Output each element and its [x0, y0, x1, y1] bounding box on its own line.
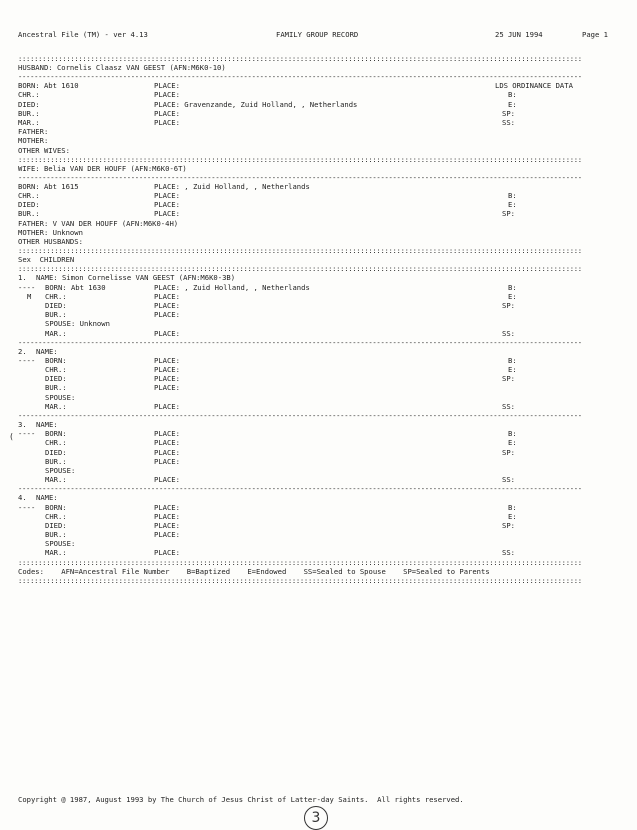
child-sealed-parents: SP: [502, 447, 515, 457]
wife-mother: MOTHER: Unknown [18, 227, 83, 237]
child-born: BORN: [45, 429, 67, 439]
child-mar-place: PLACE: [154, 475, 180, 485]
husband-died-place: PLACE: Gravenzande, Zuid Holland, , Netherlands [154, 99, 358, 109]
child-bur: BUR.: [45, 383, 67, 393]
children-header: Sex CHILDREN [18, 255, 75, 265]
child-died-place: PLACE: [154, 374, 180, 384]
child-bur: BUR.: [45, 310, 67, 320]
child-sealed-parents: SP: [502, 520, 515, 530]
codes-legend: Codes: AFN=Ancestral File Number B=Baptized E=Endowed SS=Sealed to Spouse SP=Sealed to Parents [18, 566, 490, 576]
child-bur: BUR.: [45, 456, 67, 466]
child-died-place: PLACE: [154, 447, 180, 457]
husband-other-wives: OTHER WIVES: [18, 145, 70, 155]
record-title: FAMILY GROUP RECORD [276, 30, 359, 39]
child-sex-marker: ---- [18, 282, 36, 292]
wife-endowed: E: [508, 200, 517, 210]
wife-bur: BUR.: [18, 209, 40, 219]
child-died-place: PLACE: [154, 300, 180, 310]
child-mar-place: PLACE: [154, 328, 180, 338]
divider: :::::::::::::::::::::::::::::::::::::::::::::::::::::::::::::::::::::::::::::::::::::::::::::::::::::::::::::::::::::::::::::::::::::::::::: [18, 575, 582, 585]
child-sealed-parents: SP: [502, 300, 515, 310]
child-chr: CHR.: [45, 511, 67, 521]
wife-line: WIFE: Belia VAN DER HOUFF (AFN:M6K0-6T) [18, 163, 187, 173]
child-sealed-spouse: SS: [502, 475, 515, 485]
child-sealed-spouse: SS: [502, 328, 515, 338]
wife-other-husbands: OTHER HUSBANDS: [18, 237, 83, 246]
child-spouse: SPOUSE: [45, 539, 76, 549]
husband-mar: MAR.: [18, 117, 40, 127]
child-mar-place: PLACE: [154, 548, 180, 558]
child-born-place: PLACE: , Zuid Holland, , Netherlands [154, 282, 310, 292]
child-endowed: E: [508, 291, 517, 301]
page-label: Page 1 [582, 30, 608, 39]
child-chr-place: PLACE: [154, 438, 180, 448]
child-endowed: E: [508, 365, 517, 375]
husband-mother: MOTHER: [18, 136, 49, 146]
child-number: 4. [18, 493, 27, 503]
husband-mar-place: PLACE: [154, 117, 180, 127]
child-bur-place: PLACE: [154, 530, 180, 540]
handwritten-page-number: 3 [304, 806, 328, 830]
divider: -------------------------------------------------------------------------------------------------------------------------------------------- [18, 72, 582, 82]
child-sex-marker: ---- [18, 429, 36, 439]
child-name: NAME: [36, 493, 58, 503]
child-died-place: PLACE: [154, 520, 180, 530]
child-born: BORN: Abt 1630 [45, 282, 106, 292]
husband-chr-place: PLACE: [154, 90, 180, 100]
wife-died-place: PLACE: [154, 200, 180, 210]
child-number: 1. [18, 273, 27, 283]
wife-chr: CHR.: [18, 191, 40, 201]
child-died: DIED: [45, 374, 67, 384]
divider: -------------------------------------------------------------------------------------------------------------------------------------------- [18, 172, 582, 182]
wife-died: DIED: [18, 200, 40, 210]
wife-sealed-parents: SP: [502, 209, 515, 219]
child-name: NAME: [36, 346, 58, 356]
app-name: Ancestral File (TM) - ver 4.13 [18, 30, 148, 39]
husband-sealed-parents: SP: [502, 108, 515, 118]
child-sex-marker: ---- [18, 355, 36, 365]
child-chr: CHR.: [45, 291, 67, 301]
child-bur-place: PLACE: [154, 456, 180, 466]
husband-sealed-spouse: SS: [502, 117, 515, 127]
child-name: NAME: Simon Cornelisse VAN GEEST (AFN:M6K0-3B) [36, 273, 236, 283]
divider: -------------------------------------------------------------------------------------------------------------------------------------------- [18, 484, 582, 494]
wife-chr-place: PLACE: [154, 191, 180, 201]
husband-bur: BUR.: [18, 108, 40, 118]
husband-bur-place: PLACE: [154, 108, 180, 118]
wife-baptized: B: [508, 191, 517, 201]
child-sealed-spouse: SS: [502, 401, 515, 411]
page-header [18, 30, 618, 40]
child-baptized: B: [508, 429, 517, 439]
child-chr: CHR.: [45, 365, 67, 375]
child-spouse: SPOUSE: Unknown [45, 319, 110, 329]
child-endowed: E: [508, 511, 517, 521]
child-bur-place: PLACE: [154, 383, 180, 393]
child-sealed-parents: SP: [502, 374, 515, 384]
child-mar: MAR.: [45, 548, 67, 558]
husband-baptized: B: [508, 90, 517, 100]
child-born-place: PLACE: [154, 429, 180, 439]
child-record [18, 273, 618, 337]
child-number: 3. [18, 420, 27, 429]
child-chr-place: PLACE: [154, 365, 180, 375]
child-chr-place: PLACE: [154, 291, 180, 301]
child-name: NAME: [36, 420, 58, 429]
family-record [18, 54, 618, 585]
divider: :::::::::::::::::::::::::::::::::::::::::::::::::::::::::::::::::::::::::::::::::::::::::::::::::::::::::::::::::::::::::::::::::::::::::::: [18, 264, 582, 274]
wife-born: BORN: Abt 1615 [18, 181, 79, 191]
child-endowed: E: [508, 438, 517, 448]
child-born-place: PLACE: [154, 355, 180, 365]
divider: :::::::::::::::::::::::::::::::::::::::::::::::::::::::::::::::::::::::::::::::::::::::::::::::::::::::::::::::::::::::::::::::::::::::::::: [18, 54, 582, 63]
child-chr: CHR.: [45, 438, 67, 448]
child-born-place: PLACE: [154, 502, 180, 512]
husband-born-place: PLACE: [154, 81, 180, 91]
child-died: DIED: [45, 300, 67, 310]
husband-born: BORN: Abt 1610 [18, 81, 79, 91]
child-record [18, 493, 618, 557]
child-spouse: SPOUSE: [45, 465, 76, 475]
divider: -------------------------------------------------------------------------------------------------------------------------------------------- [18, 411, 582, 420]
wife-born-place: PLACE: , Zuid Holland, , Netherlands [154, 181, 310, 191]
child-bur-place: PLACE: [154, 310, 180, 320]
child-died: DIED: [45, 520, 67, 530]
husband-line: HUSBAND: Cornelis Claasz VAN GEEST (AFN:M6K0-10) [18, 63, 226, 72]
divider: :::::::::::::::::::::::::::::::::::::::::::::::::::::::::::::::::::::::::::::::::::::::::::::::::::::::::::::::::::::::::::::::::::::::::::: [18, 154, 582, 164]
child-sex: M [27, 291, 32, 301]
child-died: DIED: [45, 447, 67, 457]
husband-died: DIED: [18, 99, 40, 109]
child-mar: MAR.: [45, 401, 67, 411]
wife-bur-place: PLACE: [154, 209, 180, 219]
print-date: 25 JUN 1994 [495, 30, 543, 39]
child-number: 2. [18, 346, 27, 356]
child-baptized: B: [508, 502, 517, 512]
child-record [18, 420, 618, 484]
child-baptized: B: [508, 355, 517, 365]
copyright-notice: Copyright @ 1987, August 1993 by The Church of Jesus Christ of Latter-day Saints. All rights reserved. [18, 795, 464, 804]
children-list [18, 273, 618, 557]
divider: -------------------------------------------------------------------------------------------------------------------------------------------- [18, 337, 582, 347]
husband-father: FATHER: [18, 127, 49, 137]
child-bur: BUR.: [45, 530, 67, 540]
child-record [18, 347, 618, 411]
child-sealed-spouse: SS: [502, 548, 515, 558]
divider: :::::::::::::::::::::::::::::::::::::::::::::::::::::::::::::::::::::::::::::::::::::::::::::::::::::::::::::::::::::::::::::::::::::::::::: [18, 246, 582, 256]
child-born: BORN: [45, 502, 67, 512]
child-sex-marker: ---- [18, 502, 36, 512]
husband-chr: CHR.: [18, 90, 40, 100]
margin-mark: ( [9, 432, 14, 441]
lds-title: LDS ORDINANCE DATA [495, 81, 573, 91]
child-spouse: SPOUSE: [45, 392, 76, 402]
child-chr-place: PLACE: [154, 511, 180, 521]
wife-father: FATHER: V VAN DER HOUFF (AFN:M6K0-4H) [18, 218, 179, 228]
child-mar: MAR.: [45, 328, 67, 338]
child-mar-place: PLACE: [154, 401, 180, 411]
husband-endowed: E: [508, 99, 517, 109]
child-baptized: B: [508, 282, 517, 292]
divider: :::::::::::::::::::::::::::::::::::::::::::::::::::::::::::::::::::::::::::::::::::::::::::::::::::::::::::::::::::::::::::::::::::::::::::: [18, 557, 582, 567]
child-born: BORN: [45, 355, 67, 365]
child-mar: MAR.: [45, 475, 67, 485]
